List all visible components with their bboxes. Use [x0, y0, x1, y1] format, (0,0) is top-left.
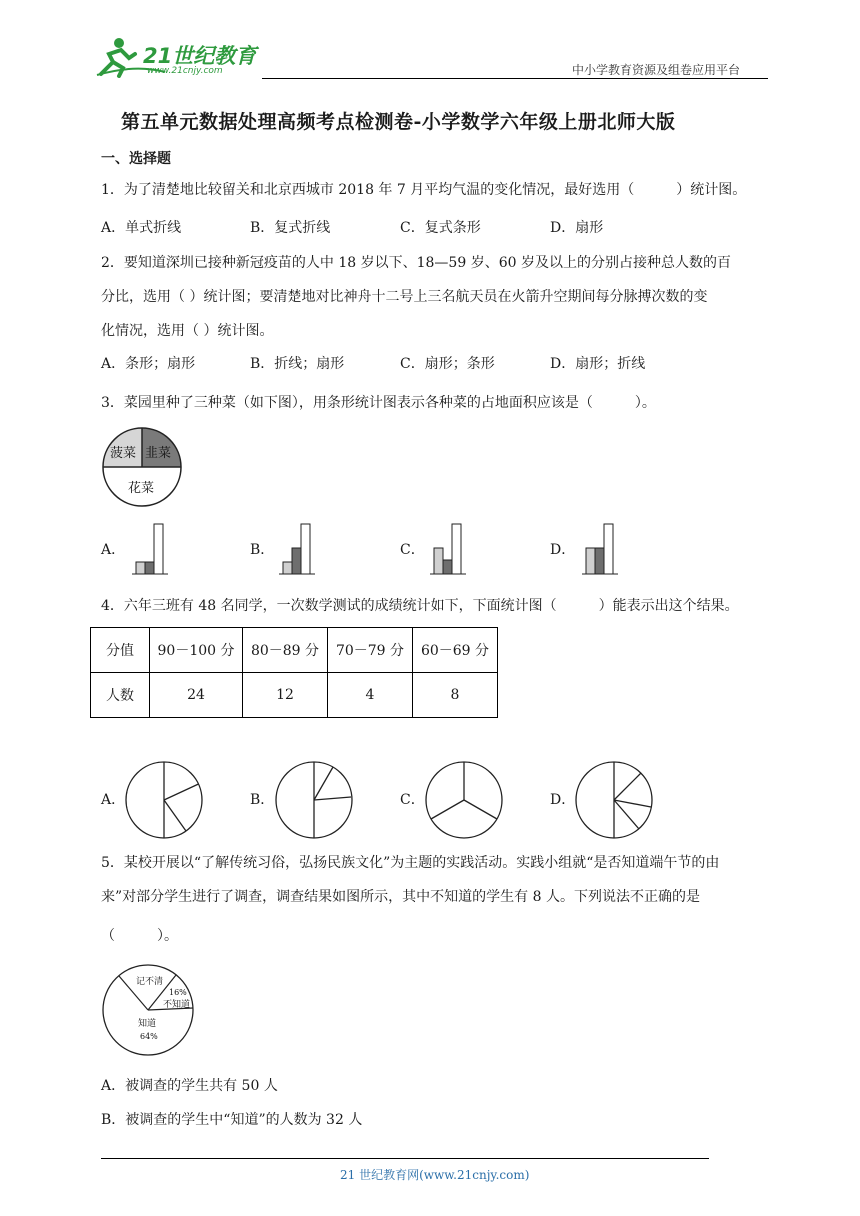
q2-option-c: C．扇形；条形	[400, 356, 495, 372]
table-cell: 90－100 分	[150, 628, 243, 673]
vegetable-pie-chart	[100, 425, 184, 509]
q3-option-b: B．	[250, 542, 275, 558]
question-2-line2: 分比，选用（ ）统计图；要清楚地对比神舟十二号上三名航天员在火箭升空期间每分脉搏次数的变	[101, 289, 708, 305]
question-5-line3: （ ）。	[101, 928, 178, 944]
pie-label-cauliflower: 花菜	[128, 481, 155, 496]
table-row	[91, 673, 498, 718]
question-1-stem: 1．为了清楚地比较留关和北京西城市 2018 年 7 月平均气温的变化情况，最好选用（ ）统计图。	[101, 182, 747, 198]
q4-option-d: D．	[550, 792, 576, 808]
header-platform-text: 中小学教育资源及组卷应用平台	[572, 63, 741, 77]
table-cell: 60－69 分	[413, 628, 498, 673]
table-cell: 12	[243, 673, 328, 718]
table-cell: 70－79 分	[328, 628, 413, 673]
pie-pct-unknown: 16%	[169, 988, 187, 997]
q4-option-a: A．	[101, 792, 126, 808]
table-cell: 人数	[91, 673, 150, 718]
footer-rule	[101, 1158, 709, 1159]
q3-option-a-bar-chart	[130, 518, 170, 576]
q2-option-d: D．扇形；折线	[550, 356, 646, 372]
q4-option-a-pie-chart	[124, 760, 204, 840]
q5-option-b: B．被调查的学生中“知道”的人数为 32 人	[101, 1112, 363, 1128]
logo-text: 21世纪教育	[143, 44, 257, 68]
score-table	[90, 627, 498, 718]
q4-option-c: C．	[400, 792, 425, 808]
q3-option-b-bar-chart	[277, 518, 317, 576]
pie-label-leek: 韭菜	[145, 446, 172, 461]
question-2-line3: 化情况，选用（ ）统计图。	[101, 323, 274, 339]
question-2-line1: 2．要知道深圳已接种新冠疫苗的人中 18 岁以下、18—59 岁、60 岁及以上的分别占接种总人数的百	[101, 255, 731, 271]
q1-option-a: A．单式折线	[101, 220, 182, 236]
section-heading: 一、选择题	[101, 151, 171, 167]
question-4-stem: 4．六年三班有 48 名同学，一次数学测试的成绩统计如下，下面统计图（ ）能表示出这个结果。	[101, 598, 739, 614]
q5-option-a: A．被调查的学生共有 50 人	[101, 1078, 278, 1094]
table-cell: 24	[150, 673, 243, 718]
q1-option-c: C．复式条形	[400, 220, 481, 236]
q1-option-d: D．扇形	[550, 220, 604, 236]
q4-option-d-pie-chart	[574, 760, 654, 840]
pie-label-know: 知道	[138, 1019, 157, 1029]
table-cell: 4	[328, 673, 413, 718]
q2-option-a: A．条形；扇形	[101, 356, 196, 372]
q3-option-d: D．	[550, 542, 576, 558]
table-row	[91, 628, 498, 673]
table-cell: 80－89 分	[243, 628, 328, 673]
pie-label-spinach: 菠菜	[110, 446, 137, 461]
q4-option-b-pie-chart	[274, 760, 354, 840]
q2-option-b: B．折线；扇形	[250, 356, 345, 372]
page-title: 第五单元数据处理高频考点检测卷-小学数学六年级上册北师大版	[121, 111, 676, 133]
q3-option-c: C．	[400, 542, 425, 558]
logo-url: www.21cnjy.com	[147, 66, 223, 76]
q1-option-b: B．复式折线	[250, 220, 331, 236]
pie-pct-know: 64%	[140, 1032, 158, 1041]
q4-option-c-pie-chart	[424, 760, 504, 840]
table-cell: 8	[413, 673, 498, 718]
header-rule	[262, 78, 768, 79]
pie-label-unknown: 不知道	[163, 1000, 191, 1010]
table-cell: 分值	[91, 628, 150, 673]
q4-option-b: B．	[250, 792, 275, 808]
question-3-stem: 3．菜园里种了三种菜（如下图），用条形统计图表示各种菜的占地面积应该是（ ）。	[101, 395, 656, 411]
q3-option-a: A．	[101, 542, 126, 558]
footer-text: 21 世纪教育网(www.21cnjy.com)	[340, 1168, 530, 1182]
question-5-line1: 5．某校开展以“了解传统习俗，弘扬民族文化”为主题的实践活动。实践小组就“是否知道端午节的由	[101, 855, 720, 871]
pie-label-unclear: 记不清	[136, 977, 164, 987]
question-5-line2: 来”对部分学生进行了调查，调查结果如图所示，其中不知道的学生有 8 人。下列说法不正确的是	[101, 889, 700, 905]
q3-option-c-bar-chart	[428, 518, 468, 576]
survey-pie-chart	[100, 962, 196, 1058]
q3-option-d-bar-chart	[580, 518, 620, 576]
